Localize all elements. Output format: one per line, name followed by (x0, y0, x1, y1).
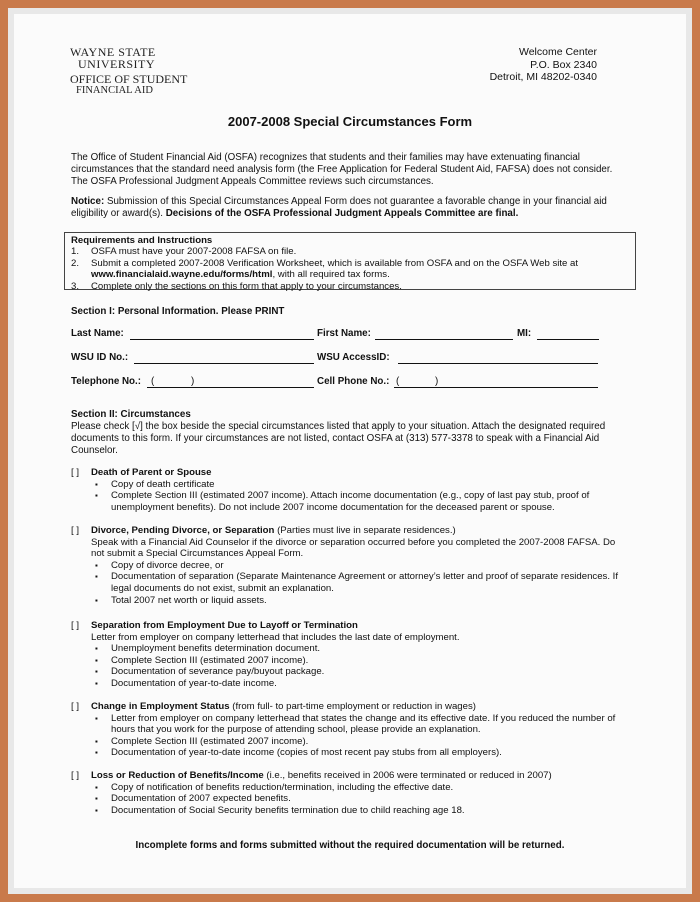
circumstance-title: Change in Employment Status (91, 701, 230, 712)
list-item: ▪ Total 2007 net worth or liquid assets. (71, 595, 631, 607)
circumstance-layoff (71, 620, 631, 690)
cell-paren-open: ( (396, 376, 400, 387)
logo-line-3: OFFICE OF STUDENT (70, 72, 188, 87)
wsu-access-label: WSU AccessID: (317, 352, 390, 363)
checkbox[interactable]: [ ] (71, 701, 79, 712)
checkbox[interactable]: [ ] (71, 770, 79, 781)
cell-paren-close: ) (435, 376, 439, 387)
checkbox[interactable]: [ ] (71, 467, 79, 478)
address-line-3: Detroit, MI 48202-0340 (489, 71, 597, 83)
cell-label: Cell Phone No.: (317, 376, 390, 387)
telephone-paren-open: ( (151, 376, 155, 387)
phone-row (71, 376, 611, 389)
last-name-label: Last Name: (71, 328, 124, 339)
first-name-label: First Name: (317, 328, 371, 339)
telephone-field[interactable] (147, 376, 314, 388)
requirement-item: 2. Submit a completed 2007-2008 Verification Worksheet, which is available from OSFA and on the OSFA Web site at (71, 257, 579, 269)
list-item: ▪ Copy of death certificate (71, 479, 631, 491)
requirement-item-cont: www.financialaid.wayne.edu/forms/html, with all required tax forms. (91, 269, 390, 281)
wsu-access-field[interactable] (398, 352, 598, 364)
list-item: ▪ Documentation of Social Security benefits termination due to child reaching age 18. (71, 805, 631, 817)
list-item: ▪ Complete Section III (estimated 2007 income). (71, 655, 631, 667)
telephone-paren-close: ) (191, 376, 195, 387)
list-item: ▪ Letter from employer on company letterhead that states the change and its effective date. If you reduced the number of hours that you work for the purpose of attending school, please provide an explanation. (71, 713, 631, 736)
circumstance-sub: Letter from employer on company letterhead that includes the last date of employment. (91, 631, 460, 643)
notice-text: Submission of this Special Circumstances Appeal Form does not guarantee a favorable change in your financial aid eligibility or award(s). (71, 196, 607, 219)
requirement-item: 1. OSFA must have your 2007-2008 FAFSA on file. (71, 246, 297, 258)
circumstance-title: Death of Parent or Spouse (91, 467, 212, 478)
intro-paragraph: The Office of Student Financial Aid (OSFA) recognizes that students and their families may have extenuating financial circumstances that the standard need analysis form (the Free Application for Federal Student Aid, FAFSA) does not consider. The OSFA Professional Judgment Appeals Committee reviews such circumstances. (71, 152, 613, 187)
wsu-id-label: WSU ID No.: (71, 352, 129, 363)
notice-paragraph (71, 196, 631, 220)
wsu-id-field[interactable] (134, 352, 314, 364)
requirements-box (64, 232, 636, 290)
osfa-link[interactable]: www.financialaid.wayne.edu/forms/html (91, 269, 273, 281)
address-line-2: P.O. Box 2340 (530, 58, 597, 71)
section-1-heading: Section I: Personal Information. Please PRINT (71, 306, 285, 317)
requirements-heading: Requirements and Instructions (71, 235, 213, 246)
mi-label: MI: (517, 328, 532, 339)
notice-bold: Decisions of the OSFA Professional Judgment Appeals Committee are final. (165, 207, 519, 219)
list-item: ▪ Copy of divorce decree, or (71, 560, 631, 572)
circumstance-benefits-loss: [ ] Loss or Reduction of Benefits/Income (i.e., benefits received in 2006 were terminated or reduced in 2007) ▪ Copy of notification of benefits reduction/termination, including the effective date. ▪ Documentation of 2007 expected benefits. ▪ Documentation of Social Security benefits termination due to child reaching age 18. (71, 770, 631, 816)
circumstance-sub: Speak with a Financial Aid Counselor if the divorce or separation occurred before you completed the 2007-2008 FAFSA. Do not submit a Special Circumstances Appeal Form. (91, 536, 616, 560)
id-row (71, 352, 611, 365)
circumstance-title: Divorce, Pending Divorce, or Separation (91, 525, 275, 536)
checkbox[interactable]: [ ] (71, 620, 79, 631)
list-item: ▪ Documentation of severance pay/buyout package. (71, 666, 631, 678)
footer-warning: Incomplete forms and forms submitted without the required documentation will be returned. (135, 840, 565, 851)
list-item: ▪ Complete Section III (estimated 2007 income). (71, 736, 631, 748)
circumstance-title: Separation from Employment Due to Layoff or Termination (91, 620, 358, 631)
requirement-item: 3. Complete only the sections on this form that apply to your circumstances. (71, 280, 402, 292)
name-row (71, 328, 611, 341)
section-2-heading: Section II: Circumstances (71, 409, 191, 420)
university-logo (70, 46, 187, 96)
circumstance-title: Loss or Reduction of Benefits/Income (91, 770, 264, 781)
logo-line-4: FINANCIAL AID (76, 84, 153, 96)
form-title: 2007-2008 Special Circumstances Form (227, 114, 473, 129)
address-line-1: Welcome Center (518, 46, 597, 58)
list-item: ▪ Documentation of separation (Separate Maintenance Agreement or attorney’s letter and proof of separate residences. If legal documents do not exist, submit an explanation. (71, 571, 631, 594)
checkbox[interactable]: [ ] (71, 525, 79, 536)
cell-field[interactable] (394, 376, 598, 388)
list-item: ▪ Documentation of 2007 expected benefits. (71, 793, 631, 805)
list-item: ▪ Documentation of year-to-date income (copies of most recent pay stubs from all employers). (71, 747, 631, 759)
mi-field[interactable] (537, 328, 599, 340)
list-item: ▪ Copy of notification of benefits reduction/termination, including the effective date. (71, 782, 631, 794)
circumstance-divorce: [ ] Divorce, Pending Divorce, or Separation (Parties must live in separate residences.) Speak with a Financial Aid Counselor if the divorce or separation occurred before you completed the 2007-2008 FAFSA. Do not submit a Special Circumstances Appeal Form. ▪ Copy of divorce decree, or ▪ Documentation of separation (Separate Maintenance Agreement or attorney’s letter and proof of separate residences. If legal documents do not exist, submit an explanation. ▪ Total 2007 net worth or liquid assets. (71, 525, 631, 606)
last-name-field[interactable] (130, 328, 314, 340)
circumstance-death (71, 467, 631, 513)
notice-label: Notice: (71, 196, 105, 207)
list-item: ▪ Complete Section III (estimated 2007 income). Attach income documentation (e.g., copy of last pay stub, proof of unemployment benefits). Do not include 2007 income documentation for the deceased parent or spouse. (71, 490, 631, 513)
list-item: ▪ Documentation of year-to-date income. (71, 678, 631, 690)
office-address (490, 46, 597, 84)
logo-line-1: WAYNE STATE (70, 45, 156, 59)
logo-line-2: UNIVERSITY (78, 57, 155, 72)
first-name-field[interactable] (375, 328, 513, 340)
circumstance-employment-change: [ ] Change in Employment Status (from full- to part-time employment or reduction in wages) ▪ Letter from employer on company letterhead that states the change and its effective date. If you reduced the number of hours that you work for the purpose of attending school, please provide an explanation. ▪ Complete Section III (estimated 2007 income). ▪ Documentation of year-to-date income (copies of most recent pay stubs from all employers). (71, 701, 631, 759)
telephone-label: Telephone No.: (71, 376, 142, 387)
section-2-intro: Please check [√] the box beside the special circumstances listed that apply to your situation. Attach the designated required documents to this form. If your circumstances are not listed, contact OSFA at (313) 577-3378 to speak with a Financial Aid Counselor. (71, 421, 606, 456)
list-item: ▪ Unemployment benefits determination document. (71, 643, 631, 655)
